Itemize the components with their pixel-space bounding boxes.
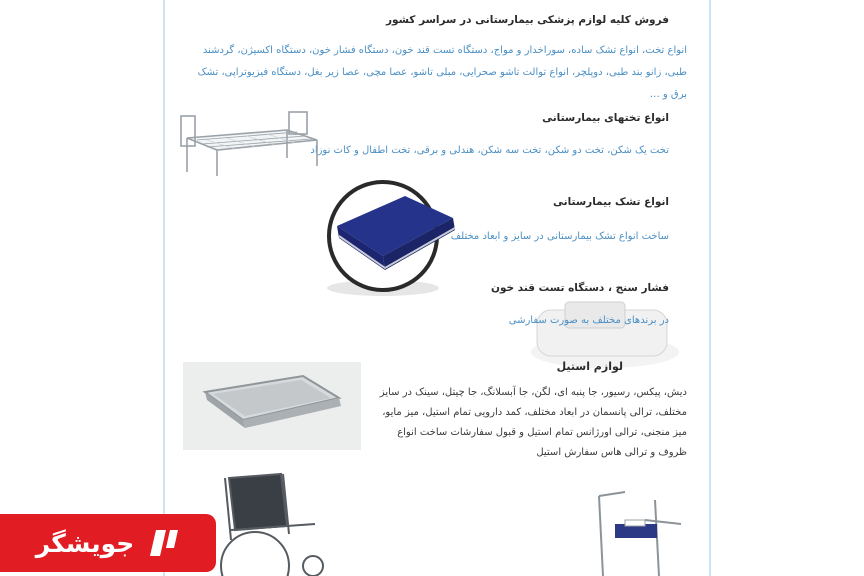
steel-tray-image [183, 362, 361, 450]
section-text-mattresses: ساخت انواع تشک بیمارستانی در سایز و ابعاد مختلف [450, 231, 669, 242]
logo-text: جویشگر [35, 528, 135, 558]
section-title-blood-pressure: فشار سنج ، دستگاه تست قند خون [491, 282, 669, 294]
section-title-mattresses: انواع تشک بیمارستانی [553, 196, 669, 208]
section-title-steel: لوازم استیل [556, 360, 623, 373]
wheelchair-image [195, 470, 335, 576]
section-text-beds: تخت یک شکن، تخت دو شکن، تخت سه شکن، هندلی و برقی، تخت اطفال و کات نوزاد [310, 145, 669, 156]
section-text-steel: دیش، پیکس، رسیور، جا پنبه ای، لگن، جا آبسلانگ، جا چیتل، سینک در سایز مختلف، ترالی پانسمان در ابعاد مختلف، کمد دارویی تمام استیل، میز مایو، میز منجنی، ترالی اورژانس تمام استیل و قبول سفارشات ساخت انواع ظروف و ترالی هاس سفارش استیل [379, 387, 687, 458]
section-title-beds: انواع تختهای بیمارستانی [542, 112, 669, 124]
section-text-general: انواع تخت، انواع تشک ساده، سوراخدار و مواج، دستگاه تست قند خون، دستگاه فشار خون، دستگاه اکسیژن، گردشند طبی، زانو بند طبی، دوپلچر، انواع توالت تاشو صحرایی، مبلی تاشو، عصا مچی، عصا زیر بغل، دستگاه فیزیوتراپی، تشک برق و … [197, 45, 687, 100]
section-text-blood-pressure: در برندهای مختلف به صورت سفارشی [508, 315, 669, 326]
joyeshgar-logo-icon [146, 526, 180, 560]
mattress-image [313, 178, 475, 302]
section-title-general: فروش کلیه لوازم پزشکی بیمارستانی در سراسر کشور [386, 14, 669, 26]
hospital-bed-image [177, 110, 327, 180]
commode-chair-image [585, 490, 695, 576]
product-page [163, 0, 711, 576]
joyeshgar-logo [0, 514, 216, 572]
